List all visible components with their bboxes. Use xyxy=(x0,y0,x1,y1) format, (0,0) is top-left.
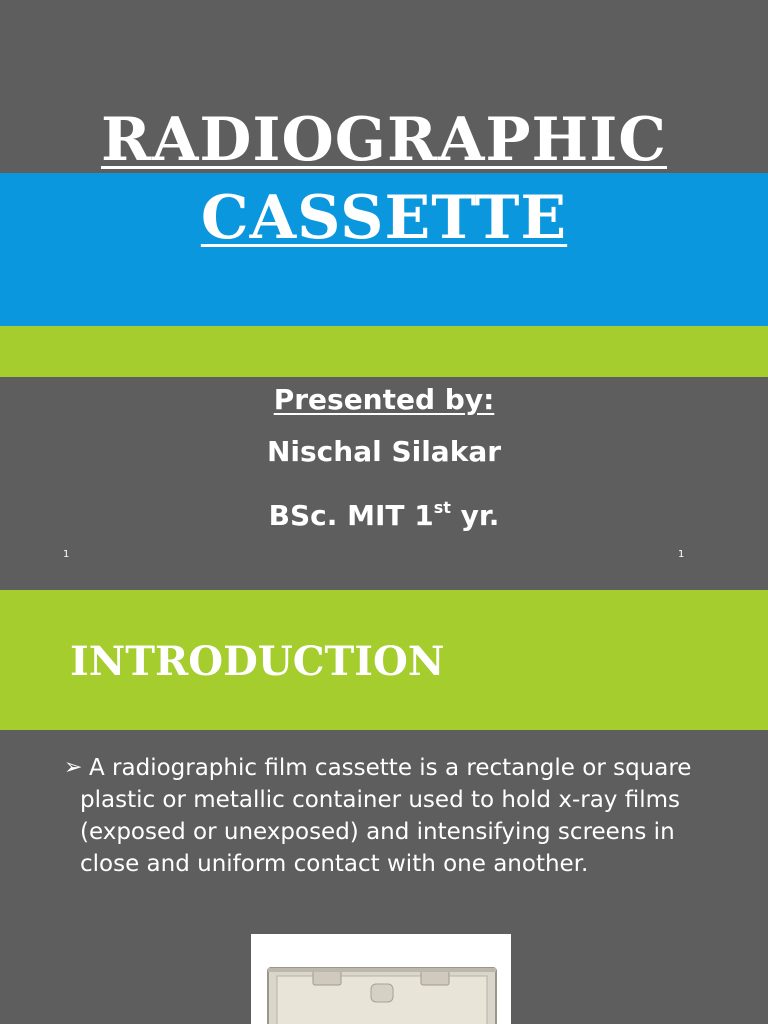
presented-by-label: Presented by: xyxy=(273,383,495,416)
slide-title-line-1: RADIOGRAPHIC xyxy=(100,105,668,175)
intro-heading: INTRODUCTION xyxy=(70,638,445,685)
course-suffix: yr. xyxy=(450,499,500,532)
slide-title-line-2: CASSETTE xyxy=(200,183,568,253)
cassette-photo xyxy=(251,934,511,1024)
presenter-name: Nischal Silakar xyxy=(266,435,502,468)
arrow-bullet-icon: ➢ xyxy=(64,755,83,780)
green-band xyxy=(0,326,768,377)
cassette-image xyxy=(251,934,511,1024)
bullet-text: A radiographic film cassette is a rectangle or square plastic or metallic container used to hold x-ray films (exposed or unexposed) and intensifying screens in close and uniform contact with one another. xyxy=(80,755,692,877)
intro-header-band xyxy=(0,590,768,730)
course-prefix: BSc. MIT 1 xyxy=(268,499,434,532)
bullet-item xyxy=(64,752,724,880)
introduction-slide xyxy=(0,590,768,1024)
presenter-course xyxy=(0,488,768,536)
slide-number-left: 1 xyxy=(63,549,70,560)
slide-number-right: 1 xyxy=(678,549,685,560)
course-superscript: st xyxy=(433,498,451,517)
